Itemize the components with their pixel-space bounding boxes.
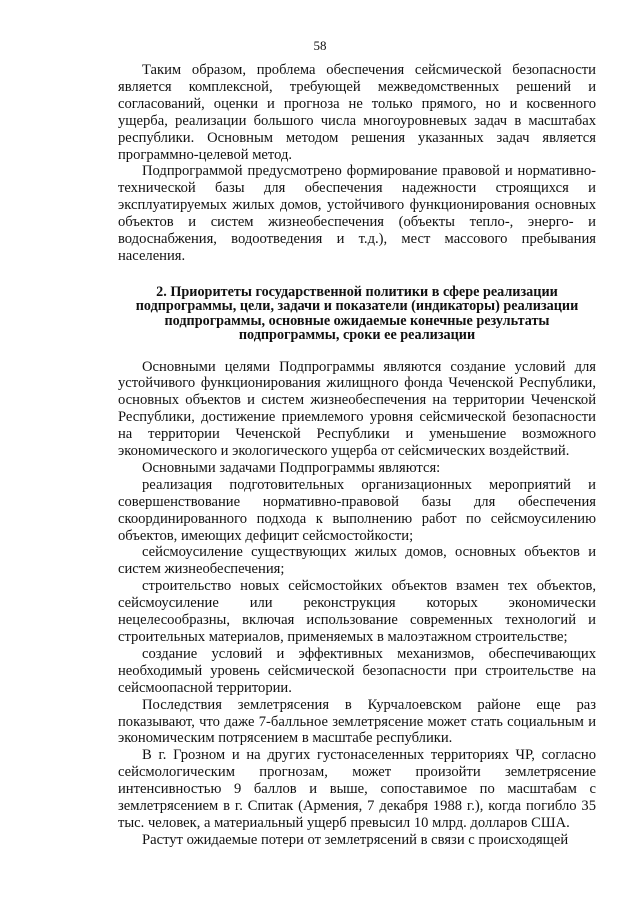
- paragraph-task-construction: строительство новых сейсмостойких объектов взамен тех объектов, сейсмоусиление или реконструкция которых экономически нецелесообразны, включая использование современных технологий и строительных материалов, применяемых в малоэтажном строительстве;: [118, 578, 596, 645]
- paragraph-goals: Основными целями Подпрограммы являются создание условий для устойчивого функционирования жилищного фонда Чеченской Республики, основных объектов и систем жизнеобеспечения на территории Чеченской Республики, достижение приемлемого уровня сейсмической безопасности на территории Чеченской Республики и уменьшение возможного экономического и экологического ущерба от сейсмических воздействий.: [118, 358, 596, 460]
- paragraph-legal-base: Подпрограммой предусмотрено формирование правовой и нормативно-технической базы для обеспечения надежности строящихся и эксплуатируемых жилых домов, устойчивого функционирования основных объектов и систем жизнеобеспечения (объекты тепло-, энерго- и водоснабжения, водоотведения и т.д.), мест массового пребывания населения.: [118, 163, 596, 264]
- page-number: 58: [313, 38, 327, 53]
- paragraph-task-mechanisms: создание условий и эффективных механизмов, обеспечивающих необходимый уровень сейсмической безопасности при строительстве на сейсмоопасной территории.: [118, 645, 596, 696]
- paragraph-kurchaloy-earthquake: Последствия землетрясения в Курчалоевском районе еще раз показывают, что даже 7-балльное землетрясение может стать социальным и экономическим потрясением в масштабе республики.: [118, 696, 596, 747]
- paragraph-losses: Растут ожидаемые потери от землетрясений в связи с происходящей: [142, 831, 569, 848]
- paragraph-task-preparation: реализация подготовительных организационных мероприятий и совершенствование нормативно-правовой базы для обеспечения скоординированного подхода к выполнению работ по сейсмоусилению объектов, имеющих дефицит сейсмостойкости;: [118, 476, 596, 544]
- document-body: [118, 62, 596, 849]
- paragraph-conclusion: Таким образом, проблема обеспечения сейсмической безопасности является комплексной, требующей межведомственных решений и согласований, оценки и прогноза не только прямого, но и косвенного ущерба, реализации большого числа многоуровневых задач в масштабах республики. Основным методом решения указанных задач является программно-целевой метод.: [118, 62, 596, 163]
- paragraph-tasks-intro: Основными задачами Подпрограммы являются:: [142, 459, 441, 476]
- paragraph-grozny-forecast: В г. Грозном и на других густонаселенных территориях ЧР, согласно сейсмологическим прогнозам, может произойти землетрясение интенсивностью 9 баллов и выше, сопоставимое по масштабам с землетрясением в г. Спитак (Армения, 7 декабря 1988 г.), когда погибло 35 тыс. человек, а материальный ущерб превысил 10 млрд. долларов США.: [118, 747, 596, 831]
- section-heading: 2. Приоритеты государственной политики в сфере реализации подпрограммы, цели, задачи и показатели (индикаторы) реализации подпрограммы, основные ожидаемые конечные результаты подпрограммы, сроки ее реализации: [135, 283, 579, 344]
- paragraph-task-reinforcement: сейсмоусиление существующих жилых домов, основных объектов и систем жизнеобеспечения;: [118, 544, 596, 578]
